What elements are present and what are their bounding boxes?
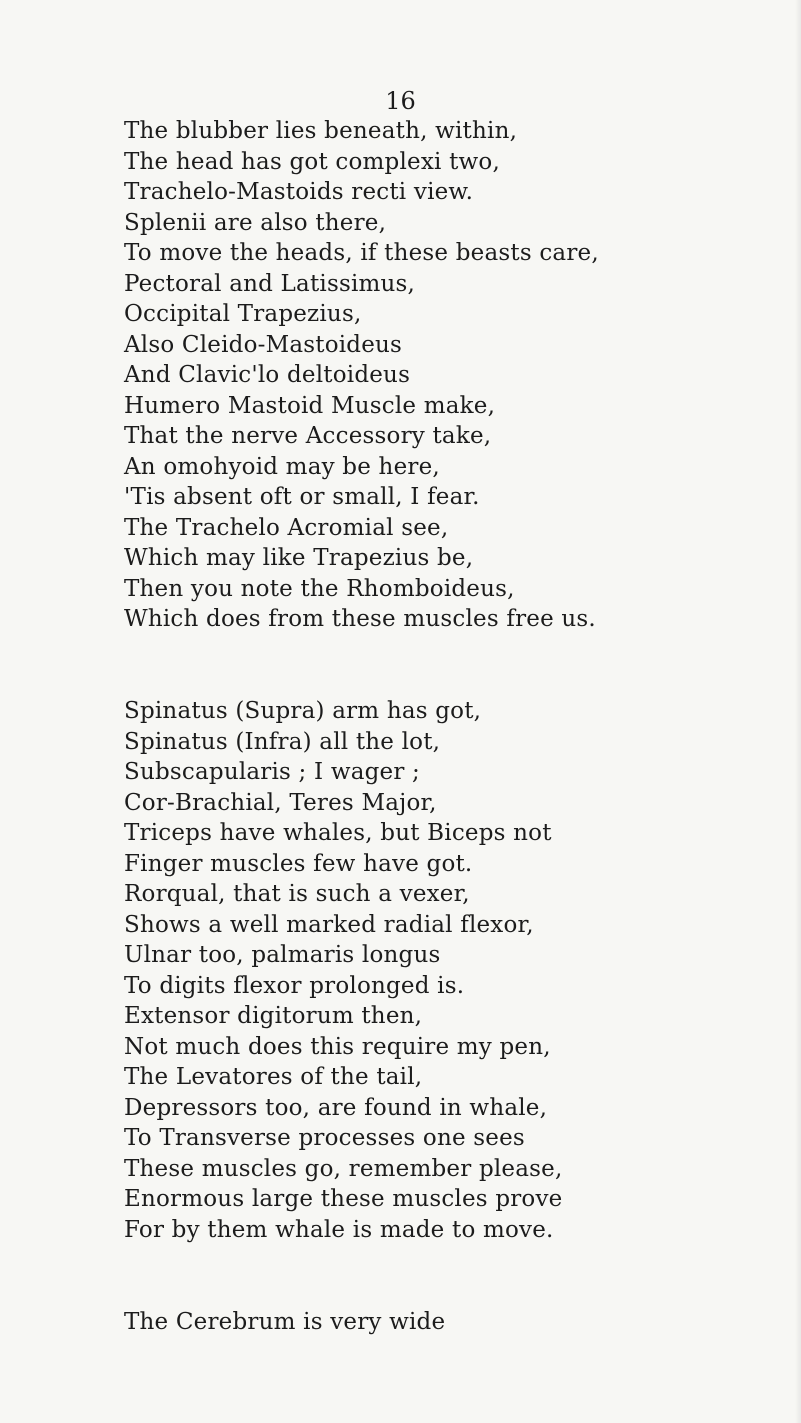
verse-line: Not much does this require my pen, bbox=[124, 1033, 551, 1060]
verse-line: Subscapularis ; I wager ; bbox=[124, 759, 421, 785]
verse-line: Trachelo-Mastoids recti view. bbox=[124, 179, 474, 205]
verse-line: Pectoral and Latissimus, bbox=[124, 270, 416, 297]
stanza-2 bbox=[124, 696, 794, 1245]
stanza-1 bbox=[124, 116, 794, 635]
verse-line: Spinatus (Supra) arm has got, bbox=[124, 698, 482, 724]
page-number: 16 bbox=[385, 87, 416, 115]
verse-line: Splenii are also there, bbox=[124, 209, 387, 236]
verse-line: Depressors too, are found in whale, bbox=[124, 1094, 548, 1121]
verse-line: That the nerve Accessory take, bbox=[124, 423, 492, 449]
verse-line: Which may like Trapezius be, bbox=[124, 545, 474, 571]
verse-line: Rorqual, that is such a vexer, bbox=[124, 881, 470, 907]
verse-line: An omohyoid may be here, bbox=[124, 453, 440, 480]
verse-line: Humero Mastoid Muscle make, bbox=[124, 392, 496, 419]
verse-line: Which does from these muscles free us. bbox=[124, 606, 596, 632]
verse-line: For by them whale is made to move. bbox=[124, 1216, 554, 1243]
verse-line: To Transverse processes one sees bbox=[124, 1125, 525, 1151]
verse-line: Finger muscles few have got. bbox=[124, 850, 473, 877]
verse-line: These muscles go, remember please, bbox=[124, 1155, 563, 1182]
verse-line: The blubber lies beneath, within, bbox=[124, 118, 518, 144]
verse-line: Extensor digitorum then, bbox=[124, 1003, 423, 1029]
verse-line: Ulnar too, palmaris longus bbox=[124, 942, 441, 968]
verse-line: To move the heads, if these beasts care, bbox=[124, 240, 599, 266]
page-edge bbox=[795, 0, 801, 1423]
verse-line: The Levatores of the tail, bbox=[124, 1064, 423, 1090]
verse-line: Occipital Trapezius, bbox=[124, 301, 362, 327]
stanza-3 bbox=[124, 1307, 794, 1338]
verse-line: Also Cleido-Mastoideus bbox=[124, 331, 403, 358]
verse-line: To digits flexor prolonged is. bbox=[124, 972, 465, 999]
verse-line: The Cerebrum is very wide bbox=[124, 1309, 446, 1335]
verse-line: Then you note the Rhomboideus, bbox=[124, 575, 515, 602]
verse-line: Cor-Brachial, Teres Major, bbox=[124, 789, 437, 816]
verse-line: Shows a well marked radial flexor, bbox=[124, 911, 534, 938]
verse-line: The Trachelo Acromial see, bbox=[124, 514, 449, 541]
verse-line: And Clavic'lo deltoideus bbox=[124, 362, 411, 388]
verse-line: The head has got complexi two, bbox=[124, 148, 500, 175]
verse-line: 'Tis absent oft or small, I fear. bbox=[124, 484, 480, 510]
verse-line: Triceps have whales, but Biceps not bbox=[124, 820, 552, 846]
verse-line: Enormous large these muscles prove bbox=[124, 1186, 563, 1212]
verse-line: Spinatus (Infra) all the lot, bbox=[124, 728, 441, 755]
